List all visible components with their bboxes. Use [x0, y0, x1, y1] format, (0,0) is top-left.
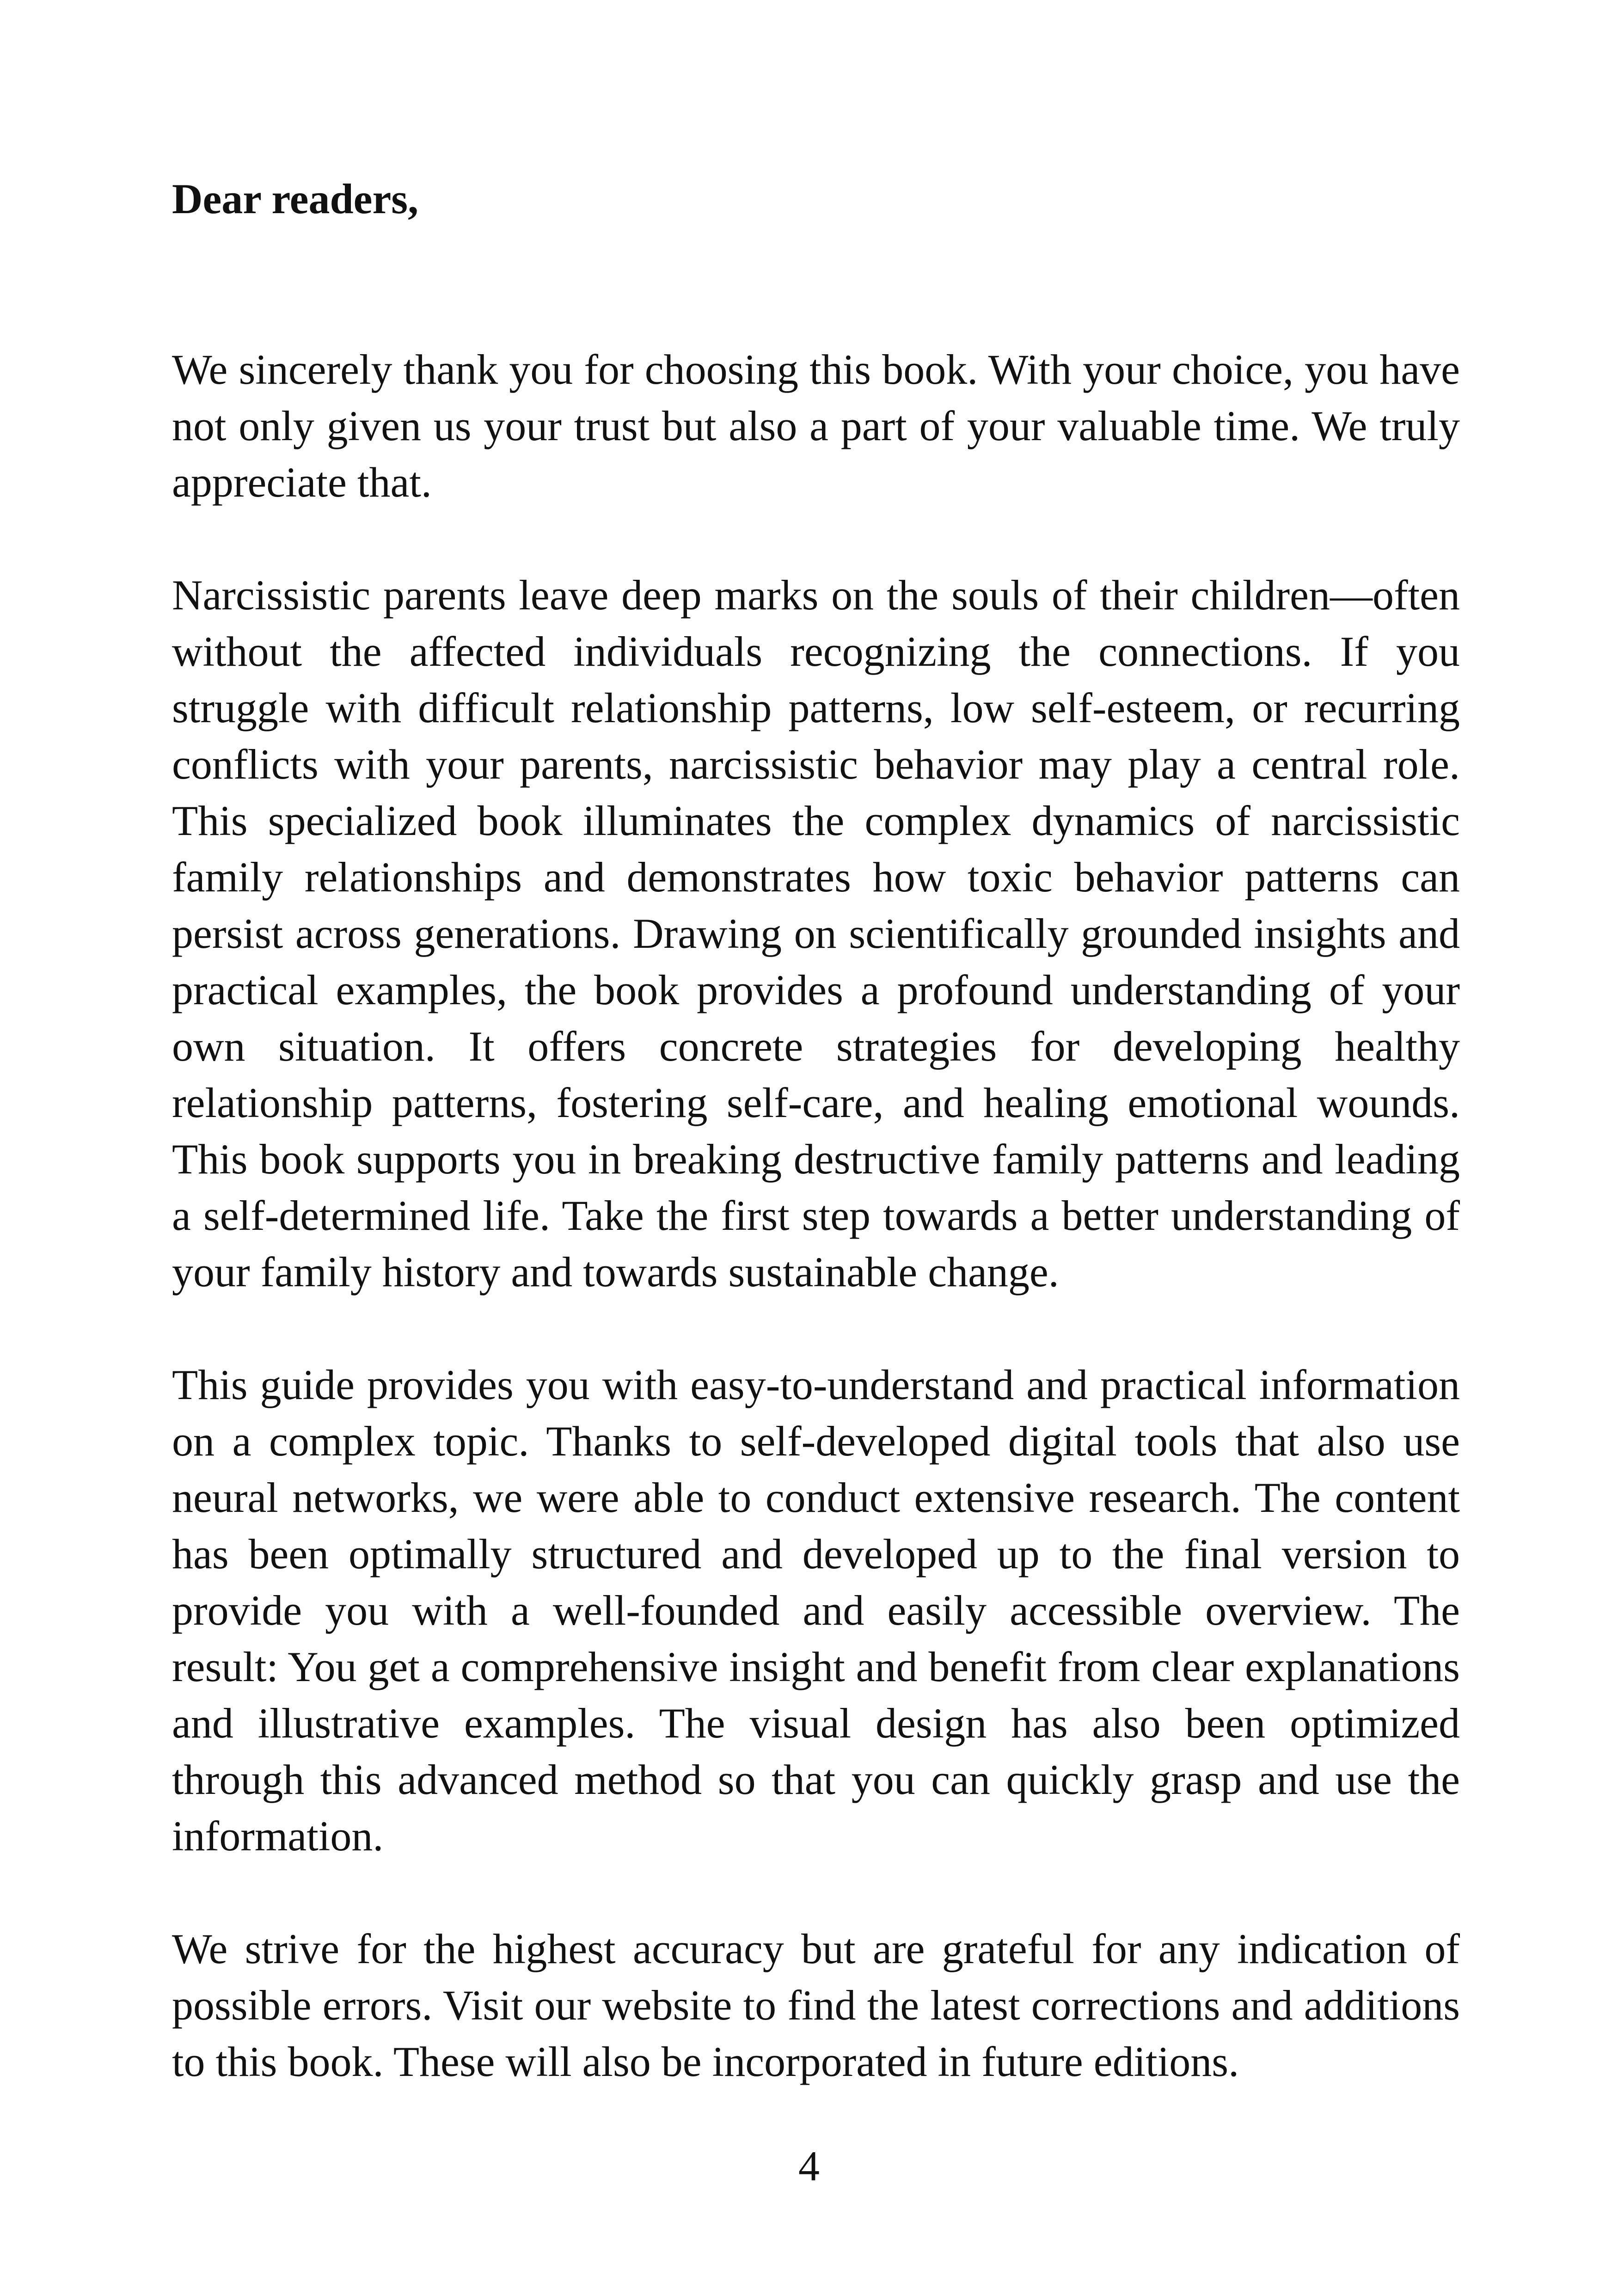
paragraph-corrections: We strive for the highest accuracy but are grateful for any indication of possible errors. Visit our website to find the latest corrections and additions to this book. These will also be incorporated in future editions. [172, 1925, 1460, 2085]
letter-body [172, 341, 1460, 2090]
paragraph-guide-method: This guide provides you with easy-to-understand and practical information on a complex topic. Thanks to self-developed digital tools that also use neural networks, we were able to conduct extensive research. The content has been optimally structured and developed up to the final version to provide you with a well-founded and easily accessible overview. The result: You get a comprehensive insight and benefit from clear explanations and illustrative examples. The visual design has also been optimized through this advanced method so that you can quickly grasp and use the information. [172, 1361, 1460, 1860]
paragraph-book-summary: Narcissistic parents leave deep marks on the souls of their children—often without the affected individuals recognizing the connections. If you struggle with difficult relationship patterns, low self-esteem, or recurring conflicts with your parents, narcissistic behavior may play a central role. This specialized book illuminates the complex dynamics of narcissistic family relationships and demonstrates how toxic behavior patterns can persist across generations. Drawing on scientifically grounded insights and practical examples, the book provides a profound understanding of your own situation. It offers concrete strategies for developing healthy relationship patterns, fostering self-care, and healing emotional wounds. This book supports you in breaking destructive family patterns and leading a self-determined life. Take the first step towards a better understanding of your family history and towards sustainable change. [172, 571, 1460, 1295]
paragraph-thanks: We sincerely thank you for choosing this book. With your choice, you have not only given us your trust but also a part of your valuable time. We truly appreciate that. [172, 346, 1460, 506]
page-number: 4 [798, 2143, 820, 2190]
greeting-heading: Dear readers, [172, 175, 419, 222]
